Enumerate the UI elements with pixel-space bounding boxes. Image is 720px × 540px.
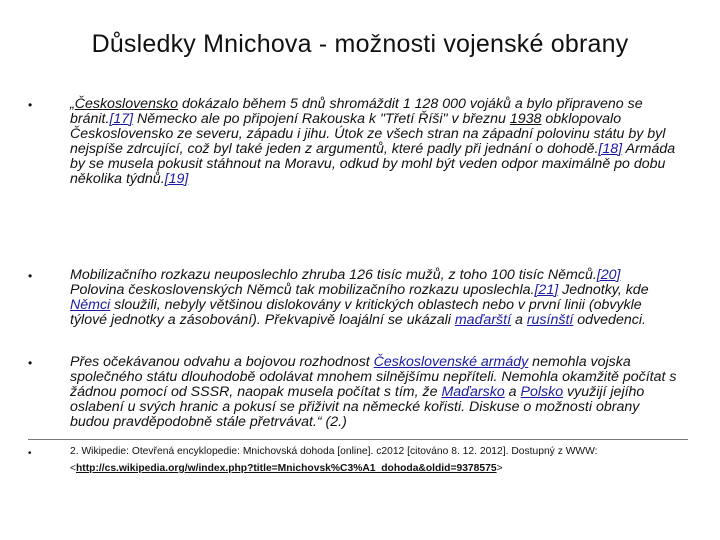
link-polsko[interactable]: Polsko xyxy=(520,383,564,400)
text-run: Polovina československých Němců tak mobilizačního rozkazu uposlechla. xyxy=(70,281,535,298)
bullet-dot: • xyxy=(28,448,32,459)
footnote-citation: Wikipedie: Otevřená encyklopedie: Mnichovská dohoda [online]. c2012 [citováno 8. 12. 2012]. Dostupný z WWW: xyxy=(78,446,598,457)
text-run: a xyxy=(511,311,527,328)
link-madarsti[interactable]: maďarští xyxy=(454,311,512,328)
footnote-divider xyxy=(28,439,688,440)
url-open-bracket: < xyxy=(70,463,77,474)
text-run: využijí jejího oslabení u svých hranic a pokusí se přiživit na německé kořisti. Diskuse o možnosti obrany budou pravděpodobně stále přetrvávat.“ (2.) xyxy=(70,383,645,430)
url-close-bracket: > xyxy=(496,463,503,474)
footnote-text xyxy=(28,443,698,477)
bullet-dot: • xyxy=(28,356,33,370)
text-run: Německo ale po připojení Rakouska k "Třetí Říši" v březnu xyxy=(133,110,510,127)
text-run: Jednotky, kde xyxy=(558,281,649,298)
bullet-dot: • xyxy=(28,269,33,283)
text-run: obklopovalo Československo ze severu, západu i jihu. Útok ze všech stran na západní polovinu státu by byl nejspíše zdrcující, což byl také jeden z argumentů, které padly při jednání o dohodě. xyxy=(70,110,666,157)
link-rusinsti[interactable]: rusínští xyxy=(526,311,574,328)
link-ceskoslovenske-armady[interactable]: Československé armády xyxy=(373,354,529,370)
link-ceskoslovensko[interactable]: Československo xyxy=(74,96,179,112)
slide-title: Důsledky Mnichova - možnosti vojenské obrany xyxy=(91,30,629,58)
link-madarsko[interactable]: Maďarsko xyxy=(441,383,505,400)
bullet-item-2 xyxy=(28,268,678,355)
footnote-number: 2. xyxy=(70,446,79,457)
text-run: odvedenci. xyxy=(573,311,646,328)
text-run: Mobilizačního rozkazu neuposlechlo zhruba 126 tisíc mužů, z toho 100 tisíc Němců. xyxy=(70,267,597,283)
bullet-text xyxy=(70,97,678,186)
footnote-link-21[interactable]: [21] xyxy=(534,281,559,298)
footnote-link-17[interactable]: [17] xyxy=(109,110,134,127)
bullet-item-1 xyxy=(28,97,678,268)
footnote xyxy=(28,443,698,477)
footnote-link-20[interactable]: [20] xyxy=(596,267,621,283)
text-run: sloužili, nebyly většinou dislokovány v kritických oblastech nebo v první linii (obvykle týlové jednotky a zásobování). Překvapivě loajální se ukázali xyxy=(70,296,642,328)
text-run: Přes očekávanou odvahu a bojovou rozhodnost xyxy=(70,354,374,370)
bullet-list xyxy=(28,97,678,430)
bullet-text xyxy=(70,268,678,328)
bullet-dot: • xyxy=(28,98,33,112)
footnote-link-18[interactable]: [18] xyxy=(598,140,623,157)
text-run: dokázalo během 5 dnů shromáždit 1 128 000 vojáků a bylo připraveno se bránit. xyxy=(70,96,643,127)
footnote-url-link[interactable]: http://cs.wikipedia.org/w/index.php?title=Mnichovsk%C3%A1_dohoda&oldid=9378575 xyxy=(76,463,497,474)
link-1938[interactable]: 1938 xyxy=(509,110,542,127)
link-nemci[interactable]: Němci xyxy=(70,296,111,313)
footnote-link-19[interactable]: [19] xyxy=(164,170,189,187)
bullet-item-3 xyxy=(28,355,678,430)
text-run: „ xyxy=(70,96,75,112)
text-run: a xyxy=(504,383,521,400)
text-run: nemohla vojska společného státu dlouhodobě odolávat mnohem silnějšímu nepříteli. Nemohla okamžitě počítat s žádnou pomocí od SSSR, naopak musela počítat s tím, že xyxy=(70,354,677,400)
text-run: Armáda by se musela pokusit stáhnout na Moravu, odkud by mohl být veden odpor maximálně po dobu několika týdnů. xyxy=(70,140,676,187)
bullet-text xyxy=(70,355,678,430)
